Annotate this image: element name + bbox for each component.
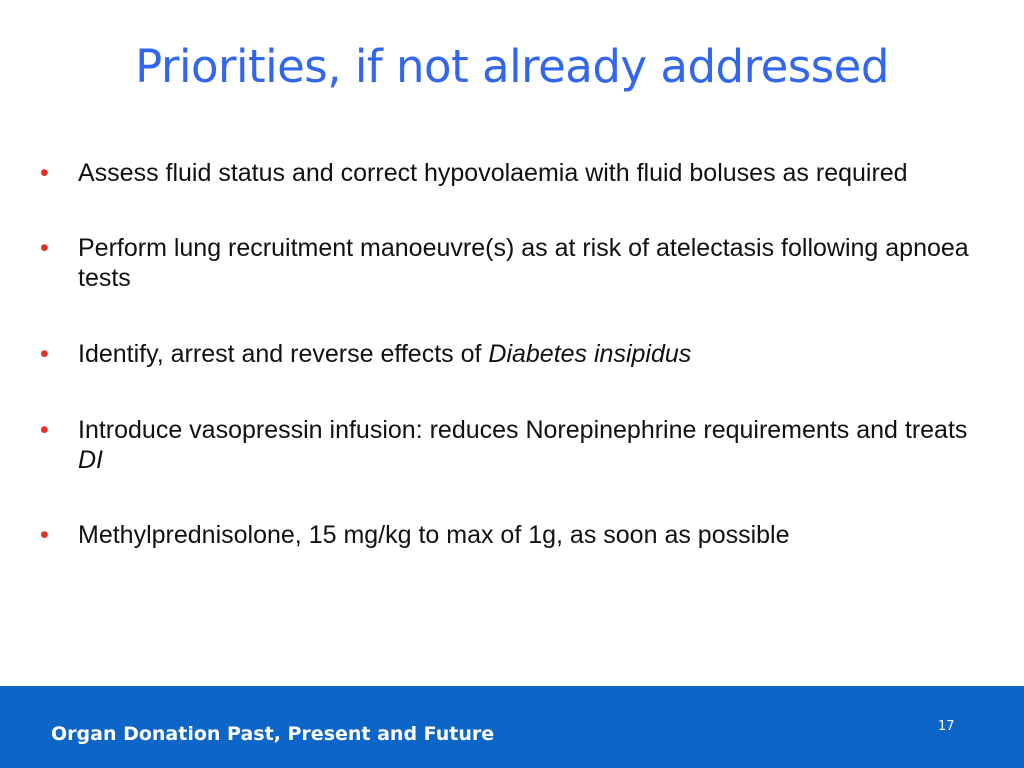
footer-bar bbox=[0, 686, 1024, 768]
bullet-text: Introduce vasopressin infusion: reduces Norepinephrine requirements and treats bbox=[78, 416, 968, 444]
bullet-text: Assess fluid status and correct hypovolaemia with fluid boluses as required bbox=[78, 159, 908, 187]
bullet-marker: • bbox=[40, 340, 49, 368]
bullet-marker: • bbox=[40, 416, 49, 444]
bullet-marker: • bbox=[40, 234, 49, 262]
bullet-item bbox=[40, 158, 970, 188]
bullet-marker: • bbox=[40, 159, 49, 187]
bullet-text: Perform lung recruitment manoeuvre(s) as at risk of atelectasis following apnoea tests bbox=[78, 234, 969, 292]
bullet-text: Methylprednisolone, 15 mg/kg to max of 1g, as soon as possible bbox=[78, 521, 790, 549]
bullet-item bbox=[40, 520, 970, 550]
footer-title: Organ Donation Past, Present and Future bbox=[51, 723, 495, 745]
bullet-list bbox=[40, 158, 970, 550]
bullet-marker: • bbox=[40, 521, 49, 549]
bullet-item bbox=[40, 339, 970, 369]
bullet-italic-text: DI bbox=[78, 446, 103, 474]
bullet-item bbox=[40, 415, 970, 475]
bullet-item bbox=[40, 233, 970, 293]
bullet-text: Identify, arrest and reverse effects of bbox=[78, 340, 489, 368]
slide-title: Priorities, if not already addressed bbox=[135, 40, 889, 93]
bullet-italic-text: Diabetes insipidus bbox=[488, 340, 692, 368]
page-number: 17 bbox=[938, 719, 955, 734]
